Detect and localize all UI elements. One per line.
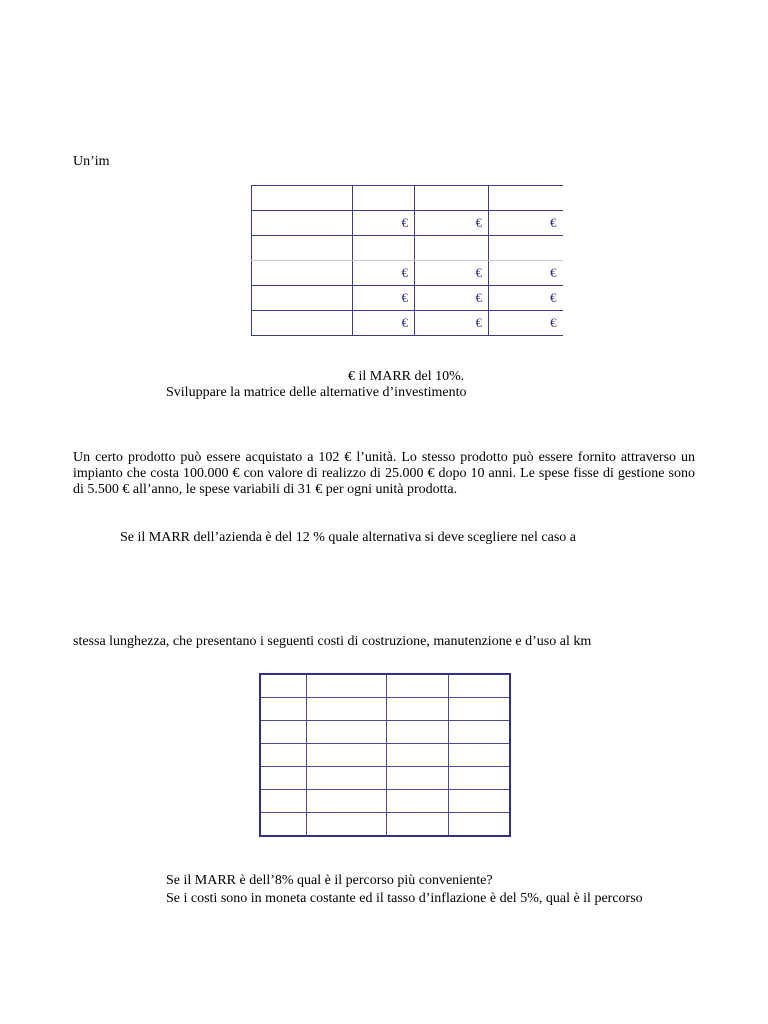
table-cell (260, 744, 306, 767)
table-cell (306, 744, 386, 767)
exercise2-paragraph: Un certo prodotto può essere acquistato a 102 € l’unità. Lo stesso prodotto può essere fornito attraverso un impianto che costa 100.000 € con valore di realizzo di 25.000 € dopo 10 anni. Le spese fisse di gestione sono di 5.500 € all’anno, le spese variabili di 31 € per ogni unità prodotta. (73, 450, 695, 497)
table-cell (415, 186, 489, 211)
table-cell (489, 236, 563, 261)
table-row (252, 261, 563, 286)
table-cell (252, 211, 353, 236)
table-cell (306, 698, 386, 721)
table-cell (448, 698, 510, 721)
table-cell (353, 236, 415, 261)
table-row (260, 790, 510, 813)
table-cell (448, 767, 510, 790)
table-row (260, 744, 510, 767)
table-cell (252, 186, 353, 211)
table-cell: € (415, 211, 489, 236)
table-cell (252, 286, 353, 311)
table-cell: € (415, 286, 489, 311)
table-cell (386, 744, 448, 767)
table-row (252, 311, 563, 336)
table-row (260, 813, 510, 837)
table-cell (386, 698, 448, 721)
table-cell: € (353, 286, 415, 311)
exercise3-question-2: Se i costi sono in moneta costante ed il tasso d’inflazione è del 5%, qual è il percorso (166, 891, 643, 906)
table-row (260, 721, 510, 744)
table-cell (386, 721, 448, 744)
table-row (252, 236, 563, 261)
marr-statement: € il MARR del 10%. (348, 369, 465, 384)
table-cell (448, 813, 510, 837)
table-cell (260, 813, 306, 837)
table-cell (386, 767, 448, 790)
table-cell (386, 674, 448, 698)
table-cell (260, 698, 306, 721)
table-cell (448, 744, 510, 767)
table-cell (260, 767, 306, 790)
table-cell: € (489, 211, 563, 236)
table-cell (260, 721, 306, 744)
table-row (252, 186, 563, 211)
table-cell (252, 236, 353, 261)
table-cell (306, 767, 386, 790)
table-cell (260, 674, 306, 698)
exercise3-question-1: Se il MARR è dell’8% qual è il percorso più conveniente? (166, 873, 493, 888)
table-cell (386, 813, 448, 837)
table-cell (306, 674, 386, 698)
table-cell (448, 721, 510, 744)
table-cell (448, 790, 510, 813)
table-cell (448, 674, 510, 698)
table-cell (306, 813, 386, 837)
table-cell: € (489, 261, 563, 286)
table-cell (386, 790, 448, 813)
table-row (252, 286, 563, 311)
table-cell: € (353, 261, 415, 286)
table-row (260, 698, 510, 721)
exercise1-intro: Un’im (73, 154, 110, 169)
table-cell (353, 186, 415, 211)
investment-table (251, 185, 563, 336)
table-cell (260, 790, 306, 813)
table-row (260, 674, 510, 698)
table-cell (306, 790, 386, 813)
table-cell (252, 311, 353, 336)
table-cell: € (489, 311, 563, 336)
exercise2-question: Se il MARR dell’azienda è del 12 % quale alternativa si deve scegliere nel caso a (120, 530, 576, 545)
table-cell (415, 236, 489, 261)
table-row (260, 767, 510, 790)
task-statement: Sviluppare la matrice delle alternative d’investimento (166, 385, 467, 400)
table-cell: € (353, 311, 415, 336)
table-cell (489, 186, 563, 211)
table-row (252, 211, 563, 236)
table-cell (306, 721, 386, 744)
exercise3-intro: stessa lunghezza, che presentano i seguenti costi di costruzione, manutenzione e d’uso al km (73, 634, 592, 649)
table-cell (252, 261, 353, 286)
table-cell: € (353, 211, 415, 236)
table-cell: € (489, 286, 563, 311)
route-costs-table (259, 673, 511, 837)
table-cell: € (415, 311, 489, 336)
table-cell: € (415, 261, 489, 286)
